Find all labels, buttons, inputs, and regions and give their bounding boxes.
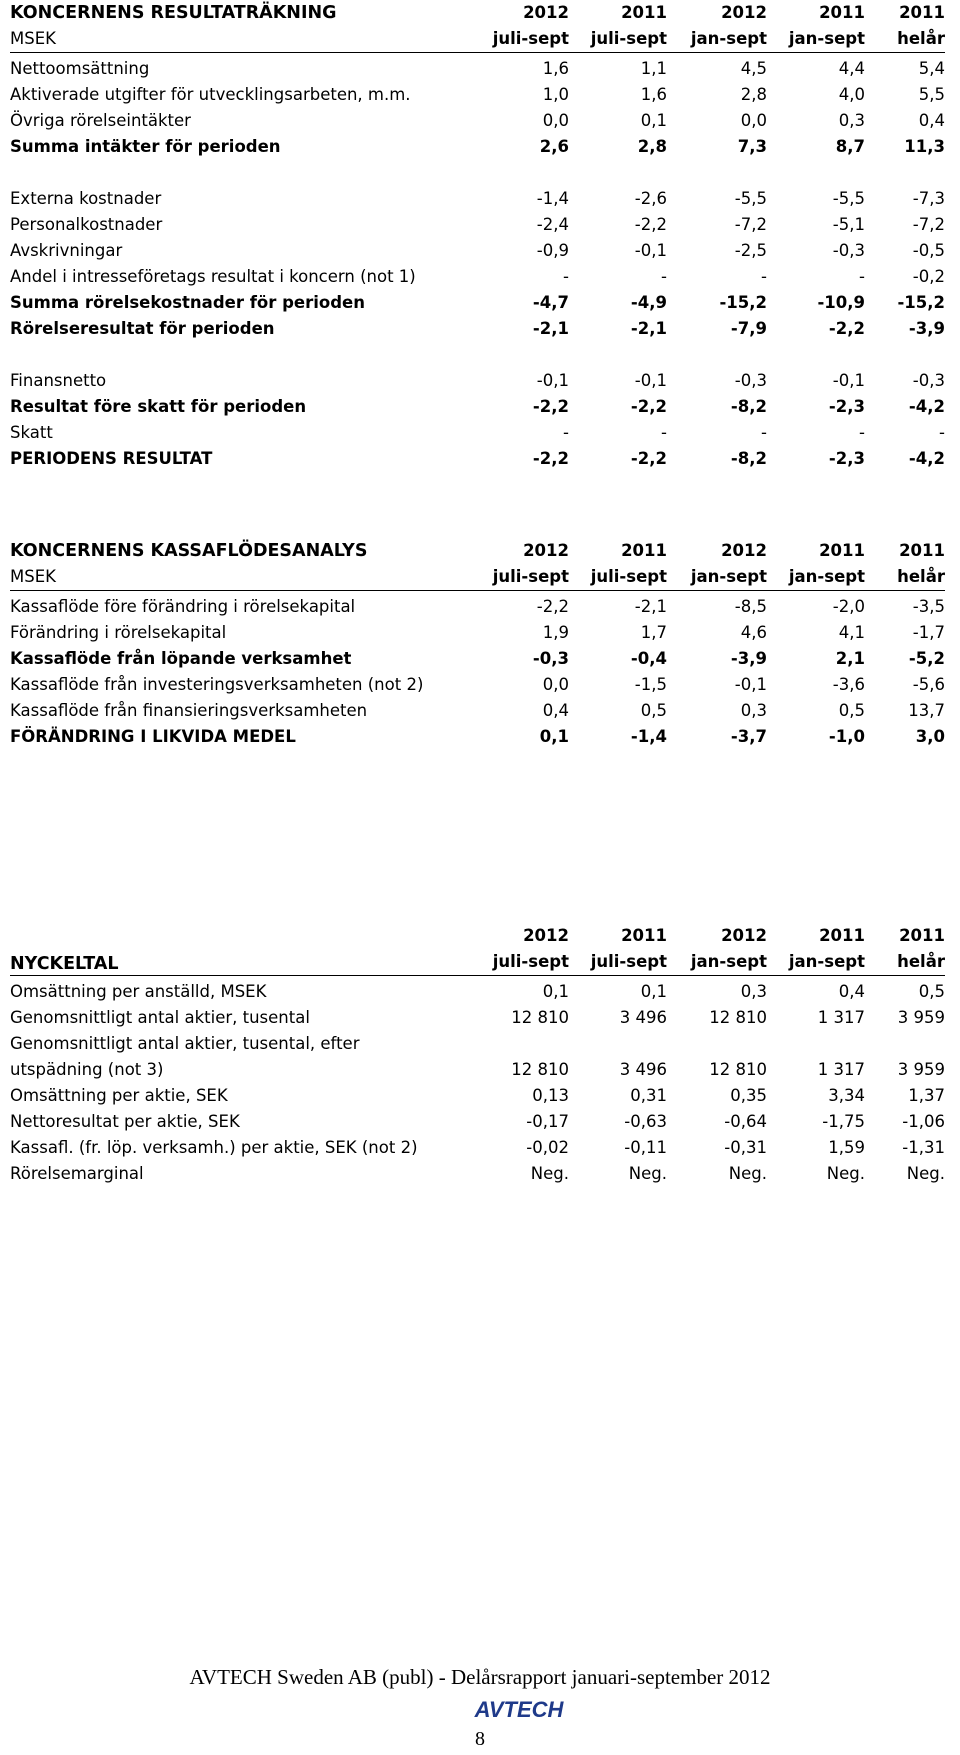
- income-unit: MSEK: [10, 29, 56, 48]
- row-value: 5,4: [918, 59, 945, 78]
- row-value: 0,0: [542, 675, 569, 694]
- row-label: Rörelseresultat för perioden: [10, 319, 275, 338]
- income-rows: [10, 56, 945, 472]
- row-value: 0,5: [838, 701, 865, 720]
- row-label: Kassaflöde före förändring i rörelsekapital: [10, 597, 356, 616]
- row-value: -2,2: [630, 449, 667, 468]
- row-value: -2,5: [734, 241, 767, 260]
- col-year: 2011: [819, 541, 865, 560]
- row-value: -5,5: [832, 189, 865, 208]
- row-value: 0,1: [640, 111, 667, 130]
- row-label: Finansnetto: [10, 371, 107, 390]
- row-label: Nettoomsättning: [10, 59, 150, 78]
- row-value: -0,17: [526, 1112, 569, 1131]
- row-value: 4,0: [838, 85, 865, 104]
- row-value: 3 496: [619, 1008, 667, 1027]
- row-value: 0,5: [918, 982, 945, 1001]
- table-row: [10, 646, 945, 672]
- table-row: [10, 212, 945, 238]
- col-year: 2012: [523, 541, 569, 560]
- row-value: -0,1: [734, 675, 767, 694]
- row-value: 4,6: [740, 623, 767, 642]
- table-row: [10, 394, 945, 420]
- page-number: 8: [475, 1728, 485, 1750]
- row-value: -: [859, 423, 865, 442]
- table-row: [10, 1057, 945, 1083]
- row-value: 2,6: [539, 137, 569, 156]
- row-value: 11,3: [904, 137, 945, 156]
- table-row: [10, 1161, 945, 1187]
- table-row: [10, 82, 945, 108]
- row-value: 2,8: [740, 85, 767, 104]
- row-value: Neg.: [628, 1164, 667, 1183]
- table-row: [10, 446, 945, 472]
- income-title: KONCERNENS RESULTATRÄKNING: [10, 3, 337, 23]
- row-value: 1,9: [542, 623, 569, 642]
- table-row: [10, 620, 945, 646]
- row-value: -0,5: [912, 241, 945, 260]
- row-label: Omsättning per anställd, MSEK: [10, 982, 267, 1001]
- row-value: 0,35: [730, 1086, 767, 1105]
- col-period: jan-sept: [788, 567, 865, 586]
- row-value: -2,2: [630, 397, 667, 416]
- row-label: Kassaflöde från finansieringsverksamheten: [10, 701, 368, 720]
- row-value: 1,7: [640, 623, 667, 642]
- col-period: juli-sept: [492, 29, 569, 48]
- row-value: 1 317: [817, 1060, 865, 1079]
- row-value: -0,64: [724, 1112, 767, 1131]
- row-value: -0,2: [912, 267, 945, 286]
- row-value: -0,02: [526, 1138, 569, 1157]
- row-value: 5,5: [918, 85, 945, 104]
- table-row: [10, 1083, 945, 1109]
- cashflow-statement: [10, 538, 945, 750]
- row-value: 1,0: [542, 85, 569, 104]
- row-label: Andel i intresseföretags resultat i koncern (not 1): [10, 267, 416, 286]
- row-value: -3,9: [908, 319, 945, 338]
- col-year: 2012: [721, 3, 767, 22]
- row-value: 0,3: [838, 111, 865, 130]
- row-value: 12 810: [511, 1060, 569, 1079]
- key-figures: [10, 923, 945, 1187]
- row-value: -0,1: [634, 241, 667, 260]
- row-value: -4,9: [630, 293, 667, 312]
- row-value: -: [563, 267, 569, 286]
- row-value: -3,9: [730, 649, 767, 668]
- row-value: 0,0: [542, 111, 569, 130]
- col-period: juli-sept: [492, 567, 569, 586]
- table-row: [10, 1005, 945, 1031]
- row-value: Neg.: [906, 1164, 945, 1183]
- income-header: [10, 0, 945, 53]
- col-period: helår: [897, 952, 945, 971]
- col-year: 2012: [523, 926, 569, 945]
- row-value: -2,2: [532, 449, 569, 468]
- row-value: 0,1: [539, 727, 569, 746]
- row-value: 0,31: [630, 1086, 667, 1105]
- row-value: 1,59: [828, 1138, 865, 1157]
- row-value: 0,1: [542, 982, 569, 1001]
- row-value: -1,4: [630, 727, 667, 746]
- row-label: Resultat före skatt för perioden: [10, 397, 307, 416]
- row-value: -2,0: [832, 597, 865, 616]
- col-period: juli-sept: [590, 952, 667, 971]
- col-period: jan-sept: [690, 952, 767, 971]
- col-year: 2012: [721, 926, 767, 945]
- row-value: -: [661, 423, 667, 442]
- row-value: -0,11: [624, 1138, 667, 1157]
- row-value: -1,06: [902, 1112, 945, 1131]
- logo-text: AVTECH: [474, 1697, 564, 1722]
- row-value: 8,7: [835, 137, 865, 156]
- row-value: 12 810: [511, 1008, 569, 1027]
- row-value: Neg.: [530, 1164, 569, 1183]
- col-year: 2011: [621, 926, 667, 945]
- row-value: Neg.: [728, 1164, 767, 1183]
- table-row: [10, 1031, 945, 1057]
- row-value: 1 317: [817, 1008, 865, 1027]
- table-row: [10, 979, 945, 1005]
- row-value: 1,6: [542, 59, 569, 78]
- row-label: Skatt: [10, 423, 53, 442]
- row-value: 12 810: [709, 1008, 767, 1027]
- row-value: -2,1: [532, 319, 569, 338]
- row-value: -3,7: [730, 727, 767, 746]
- row-value: -2,3: [828, 397, 865, 416]
- row-value: -1,75: [822, 1112, 865, 1131]
- keyfigures-rows: [10, 979, 945, 1187]
- row-value: -8,5: [734, 597, 767, 616]
- table-row: [10, 238, 945, 264]
- row-value: -: [761, 423, 767, 442]
- row-label: Summa intäkter för perioden: [10, 137, 281, 156]
- row-value: -: [761, 267, 767, 286]
- table-row: [10, 290, 945, 316]
- row-value: -2,2: [828, 319, 865, 338]
- row-value: -8,2: [730, 397, 767, 416]
- row-value: -0,3: [912, 371, 945, 390]
- row-value: 7,3: [737, 137, 767, 156]
- row-label: Kassafl. (fr. löp. verksamh.) per aktie, SEK (not 2): [10, 1138, 418, 1157]
- table-row: [10, 264, 945, 290]
- row-value: -0,1: [536, 371, 569, 390]
- col-period: helår: [897, 29, 945, 48]
- row-value: 3 496: [619, 1060, 667, 1079]
- row-value: 0,3: [740, 982, 767, 1001]
- row-value: -1,5: [634, 675, 667, 694]
- row-value: -5,2: [908, 649, 945, 668]
- cashflow-header: [10, 538, 945, 591]
- row-value: -2,1: [630, 319, 667, 338]
- cashflow-rows: [10, 594, 945, 750]
- row-value: 0,5: [640, 701, 667, 720]
- row-value: 4,5: [740, 59, 767, 78]
- row-value: -0,3: [734, 371, 767, 390]
- row-label: Kassaflöde från investeringsverksamheten (not 2): [10, 675, 424, 694]
- table-row: [10, 724, 945, 750]
- table-row: [10, 698, 945, 724]
- row-value: -15,2: [719, 293, 767, 312]
- row-label: Aktiverade utgifter för utvecklingsarbeten, m.m.: [10, 85, 411, 104]
- row-value: -5,5: [734, 189, 767, 208]
- row-value: Neg.: [826, 1164, 865, 1183]
- row-value: 0,4: [918, 111, 945, 130]
- row-value: -1,7: [912, 623, 945, 642]
- row-value: -1,0: [828, 727, 865, 746]
- row-value: 4,1: [838, 623, 865, 642]
- row-value: -0,9: [536, 241, 569, 260]
- row-value: -3,5: [912, 597, 945, 616]
- col-year: 2011: [899, 3, 945, 22]
- row-value: -0,3: [532, 649, 569, 668]
- row-value: -3,6: [832, 675, 865, 694]
- income-statement: [10, 0, 945, 472]
- col-year: 2011: [819, 926, 865, 945]
- row-label: FÖRÄNDRING I LIKVIDA MEDEL: [10, 727, 296, 746]
- table-row: [10, 186, 945, 212]
- table-row: [10, 108, 945, 134]
- col-period: juli-sept: [590, 29, 667, 48]
- col-period: helår: [897, 567, 945, 586]
- row-value: 2,8: [637, 137, 667, 156]
- col-year: 2011: [899, 541, 945, 560]
- row-value: 4,4: [838, 59, 865, 78]
- row-value: -0,4: [630, 649, 667, 668]
- cashflow-unit: MSEK: [10, 567, 56, 586]
- row-value: -: [859, 267, 865, 286]
- row-value: -: [661, 267, 667, 286]
- row-value: -2,6: [634, 189, 667, 208]
- col-period: juli-sept: [492, 952, 569, 971]
- row-spacer: [10, 342, 945, 368]
- row-label: Avskrivningar: [10, 241, 123, 260]
- row-value: -2,1: [634, 597, 667, 616]
- row-value: -7,2: [912, 215, 945, 234]
- row-value: -2,3: [828, 449, 865, 468]
- row-label: Genomsnittligt antal aktier, tusental: [10, 1008, 310, 1027]
- row-label: Rörelsemarginal: [10, 1164, 144, 1183]
- row-value: 12 810: [709, 1060, 767, 1079]
- col-year: 2012: [721, 541, 767, 560]
- col-period: jan-sept: [690, 567, 767, 586]
- col-year: 2011: [819, 3, 865, 22]
- row-label: Omsättning per aktie, SEK: [10, 1086, 228, 1105]
- row-label: Summa rörelsekostnader för perioden: [10, 293, 365, 312]
- row-label: Personalkostnader: [10, 215, 163, 234]
- row-value: -2,2: [634, 215, 667, 234]
- row-label: PERIODENS RESULTAT: [10, 449, 213, 468]
- table-row: [10, 672, 945, 698]
- row-value: -1,4: [536, 189, 569, 208]
- row-value: -8,2: [730, 449, 767, 468]
- row-label: Externa kostnader: [10, 189, 162, 208]
- row-value: 1,37: [908, 1086, 945, 1105]
- keyfigures-title: NYCKELTAL: [10, 954, 119, 974]
- row-value: 0,0: [740, 111, 767, 130]
- row-value: -2,4: [536, 215, 569, 234]
- row-value: -: [563, 423, 569, 442]
- col-period: jan-sept: [690, 29, 767, 48]
- cashflow-title: KONCERNENS KASSAFLÖDESANALYS: [10, 541, 368, 561]
- table-row: [10, 1109, 945, 1135]
- row-value: 3,34: [828, 1086, 865, 1105]
- row-value: -0,1: [634, 371, 667, 390]
- row-value: 13,7: [908, 701, 945, 720]
- col-period: jan-sept: [788, 952, 865, 971]
- row-value: -10,9: [817, 293, 865, 312]
- row-value: 1,1: [640, 59, 667, 78]
- row-value: 0,1: [640, 982, 667, 1001]
- row-value: -0,1: [832, 371, 865, 390]
- avtech-logo: [454, 1695, 584, 1723]
- row-value: -0,3: [832, 241, 865, 260]
- row-value: -0,63: [624, 1112, 667, 1131]
- row-value: 2,1: [835, 649, 865, 668]
- row-value: -1,31: [902, 1138, 945, 1157]
- row-value: 0,3: [740, 701, 767, 720]
- row-label: Övriga rörelseintäkter: [10, 111, 191, 130]
- row-spacer: [10, 160, 945, 186]
- row-value: -2,2: [536, 597, 569, 616]
- row-value: -7,9: [730, 319, 767, 338]
- table-row: [10, 594, 945, 620]
- footer-text: AVTECH Sweden AB (publ) - Delårsrapport januari-september 2012: [189, 1665, 771, 1689]
- table-row: [10, 134, 945, 160]
- row-value: -: [939, 423, 945, 442]
- row-value: 0,4: [542, 701, 569, 720]
- table-row: [10, 368, 945, 394]
- row-value: 3,0: [915, 727, 945, 746]
- table-row: [10, 56, 945, 82]
- col-year: 2012: [523, 3, 569, 22]
- col-year: 2011: [621, 541, 667, 560]
- row-value: 3 959: [897, 1060, 945, 1079]
- keyfigures-header: [10, 923, 945, 976]
- row-value: -7,3: [912, 189, 945, 208]
- row-label: Kassaflöde från löpande verksamhet: [10, 649, 352, 668]
- table-row: [10, 1135, 945, 1161]
- row-value: 0,13: [532, 1086, 569, 1105]
- row-label: Genomsnittligt antal aktier, tusental, efter: [10, 1034, 360, 1053]
- row-value: 0,4: [838, 982, 865, 1001]
- table-row: [10, 420, 945, 446]
- row-value: -15,2: [897, 293, 945, 312]
- row-value: -5,6: [912, 675, 945, 694]
- row-value: 1,6: [640, 85, 667, 104]
- col-year: 2011: [899, 926, 945, 945]
- col-period: jan-sept: [788, 29, 865, 48]
- row-value: -5,1: [832, 215, 865, 234]
- table-row: [10, 316, 945, 342]
- row-value: -4,2: [908, 397, 945, 416]
- row-value: -0,31: [724, 1138, 767, 1157]
- col-period: juli-sept: [590, 567, 667, 586]
- row-label: utspädning (not 3): [10, 1060, 164, 1079]
- row-value: -4,2: [908, 449, 945, 468]
- row-value: -2,2: [532, 397, 569, 416]
- row-value: 3 959: [897, 1008, 945, 1027]
- row-value: -4,7: [532, 293, 569, 312]
- row-label: Förändring i rörelsekapital: [10, 623, 227, 642]
- row-value: -7,2: [734, 215, 767, 234]
- col-year: 2011: [621, 3, 667, 22]
- row-label: Nettoresultat per aktie, SEK: [10, 1112, 240, 1131]
